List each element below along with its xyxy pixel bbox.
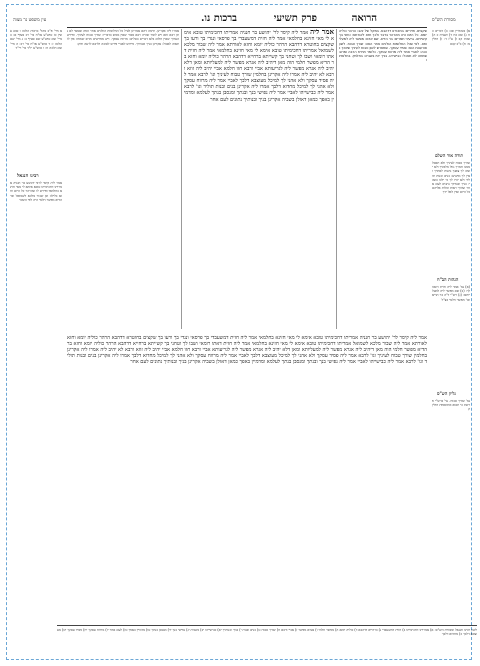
column-rule-1 xyxy=(181,29,182,329)
gilyon-text: גמ' שורך טבוח. עי' ברש"י פרשת כי תבוא ובתוספות חולין ק xyxy=(432,399,470,412)
left-margin-ein-mishpat: א מיי' פ"ב מהל' ברכות הלכה ו סמג עשין כז טוש"ע או"ח סי' רכ סעיף א: ב מיי' שם טוש"ע שם סעיף ב: ג מיי' שם הלכה ז: ד טוש"ע או"ח סי' רכ: ה מיי' שם הלכה ח: ו טוש"ע יו"ד סי' רי"ד xyxy=(10,29,62,50)
masoret-notes: א) סנהדרין סב: ב) דברים כח ג) שם כח ד) תענית כ ה) שבת קב ו) ע"ז ד: ז) חולין מ: ח) ב"ב קכט xyxy=(432,29,470,46)
main-body: אמר ליה קיסר לר' יהושע בר חנניה אמריתו דחכימיתו טובא אימא לי מאי חזינא בחלמאי אמר ליה חזית דמשעבדי בך פרסאי ונגדי בך ורעו בך שקצים בחוטרא דדהבא הרהר כוליה יומא וחזא לאורתא אמר ליה שבור מלכא לשמואל אמריתו דחכימיתו טובא אימא לי מאי חזינא בחלמאי אמר ליה חזית דאתו רומאי ושבו לך וטחני בך קשייתא ברחייא דדהבא הרהר כוליה יומא וחזא בר הדיא מפשר חלמי הוה מאן דיהיב ליה אגרא מפשר ליה למעליותא ומאן דלא יהיב ליה אגרא מפשר ליה לגריעותא אביי ורבא חזו חלמא אביי יהיב ליה זוזא ורבא לא יהיב ליה אמרו ליה אקרינן בחלמין שורך טבוח לעיניך וגו' לרבא אמר ליה פסיד עסקך ולא אהני לך למיכל מעוצבא דלבך לאביי אמר ליה מרווח עסקך ולא אהני לך למיכל מחדוא דלבך אמרו ליה אקרינן בנים ובנות תוליד וגו' לרבא אמר ליה כבישייהו לאביי אמר ליה נפישי בנך ובנתך ומנסבן בנתך לעלמא ומדמיין באפך כמאן דאזלן בשביה אקרינן בניך ובנותיך נתונים לעם אחר xyxy=(184,30,334,103)
rashi-column: שקצים. חזירים: בחוטרא דדהבא. במקל של זהב: הרהר כוליה יומא. כל היום היה מהרהר בדבר ולכך חזא לאורתא: טחני בך קשייתא. גרעיני תמרים: בר הדיא. שם אדם: מפשר ליה למעליותא. לפי שכל החלומות הולכים אחר הפה: שורך טבוח. לשון פורענות הוא: פסיד עסקך. שמפרש לשון טבוח לעיניך שאינך נהנה: לאביי אמר ליה מרווח עסקך. כלומר תרויח הרבה ומרוב שמחה לא תאכל: כבישייהו. בניך יהיו בשביה: בחלמין. בחלומינו xyxy=(339,29,427,63)
talmud-page xyxy=(6,4,477,660)
footer-bar xyxy=(57,625,477,656)
daf-number: ברכות נו. xyxy=(200,13,237,24)
column-rule-2 xyxy=(336,29,337,329)
chapter-name: פרק תשיעי xyxy=(273,13,317,24)
main-gemara-text xyxy=(184,29,334,329)
rabbenu-chananel-text: אמר ליה קיסר לרבי יהושע בר חנניה אמריתו דחכימיתו טובא אימא לי מאי חזינא בחלמאי ופירש לו שהרהר כל היום וחזא בלילה וכן שבור מלכא לשמואל ובר הדיא מפשר חלמי היה לפי השכר xyxy=(10,181,62,202)
hagahot-text: (א) גמ' אמר ליה חזית דשבו לך: (ב) שם מפשר ליה למעליותא: (ג) רש"י ד"ה בר הדיא וכו' מפשר חלמי כצ"ל xyxy=(432,285,470,302)
tractate-name: הרואה xyxy=(351,13,377,24)
ein-mishpat-header: עין משפט נר מצוה xyxy=(13,18,47,23)
torah-or-text: שורך טבוח לעיניך ולא תאכל ממנו חמרך גזול מלפניך ולא ישוב לך צאנך נתנות לאיביך ואין לך מושיע: בנים ובנות תוליד ולא יהיו לך כי ילכו בשבי: בניך ובנותיך נתנים לעם אחר ועיניך ראות וכלות אליהם כל היום ואין לאל ידך xyxy=(432,161,470,195)
hagahot-title: הגהות הב"ח xyxy=(437,278,459,283)
header-rule xyxy=(67,27,427,28)
page-header xyxy=(127,13,377,27)
main-opening-word: אמר ליה xyxy=(310,29,334,36)
tosafot-column: אמרו ליה אקרינן. תימה דהא אמרינן לעיל כל החלומות הולכים אחר הפה ואמאי לא נתן רבא זוזא ויש לומר שהיה רבא סבור שאין ממש בדבריו: שורך טבוח לעיניך. ופירש הערוך שאין חלום בלא דברים בטלים: מרווח עסקך. ויש מפרשים מרוב שמחה אין לו תאוה לאכול: אקרינן בניך ובנותיך. פירוש לאביי פירש לטובה ולרבא לרעה ודוק: xyxy=(67,29,179,46)
rabbenu-chananel-title: רבינו חננאל xyxy=(17,173,39,179)
footer-text: לשון רבינו חננאל ומסורת הש"ס: א) אמריתו דחכימיתו ב) חזית דמשעבדי ג) ברחייא דדהבא ד) כוליה יומא ה) מפשר חלמי ו) אגרא מפשר ז) אביי ורבא ח) שורך טבוח ט) בנים ובנות י) בניך ובנותיך יא) כבישייהו יב) בשביה יג) נפישי בנך יד) מנסבן בנתך טו) מדמיין באפך טז) לעם אחר יז) מרווח עסקך יח) פסיד עסקך יט) מעוצבא דלבך כ) מחדוא דלבך xyxy=(57,628,477,637)
torah-or-title: תורה אור השלם xyxy=(435,154,464,159)
main-gemara-lower: אמר ליה קיסר לר' יהושע בר חנניה אמריתו דחכימיתו טובא אימא לי מאי חזינא בחלמאי אמר ליה חזית דמשעבדי בך פרסאי ונגדי בך ורעו בך שקצים בחוטרא דדהבא הרהר כוליה יומא וחזא לאורתא אמר ליה שבור מלכא לשמואל אמריתו דחכימיתו טובא אימא לי מאי חזינא בחלמאי אמר ליה חזית דאתו רומאי ושבו לך וטחני בך קשייתא ברחייא דדהבא הרהר כוליה יומא וחזא בר הדיא מפשר חלמי הוה מאן דיהיב ליה אגרא מפשר ליה למעליותא ומאן דלא יהיב ליה אגרא מפשר ליה לגריעותא אביי ורבא חזו חלמא אביי יהיב ליה זוזא ורבא לא יהיב ליה אמרו ליה אקרינן בחלמין שורך טבוח לעיניך וגו' לרבא אמר ליה פסיד עסקך ולא אהני לך למיכל מעוצבא דלבך לאביי אמר ליה מרווח עסקך ולא אהני לך למיכל מחדוא דלבך אמרו ליה אקרינן בנים ובנות תוליד וגו' לרבא אמר ליה כבישייהו לאביי אמר ליה נפישי בנך ובנתך ומנסבן בנתך לעלמא ומדמיין באפך כמאן דאזלן בשביה אקרינן בניך ובנותיך נתונים לעם אחר xyxy=(67,335,427,366)
masoret-header: מסורת הש"ס xyxy=(432,18,456,23)
gilyon-title: גליון הש"ס xyxy=(437,392,456,397)
